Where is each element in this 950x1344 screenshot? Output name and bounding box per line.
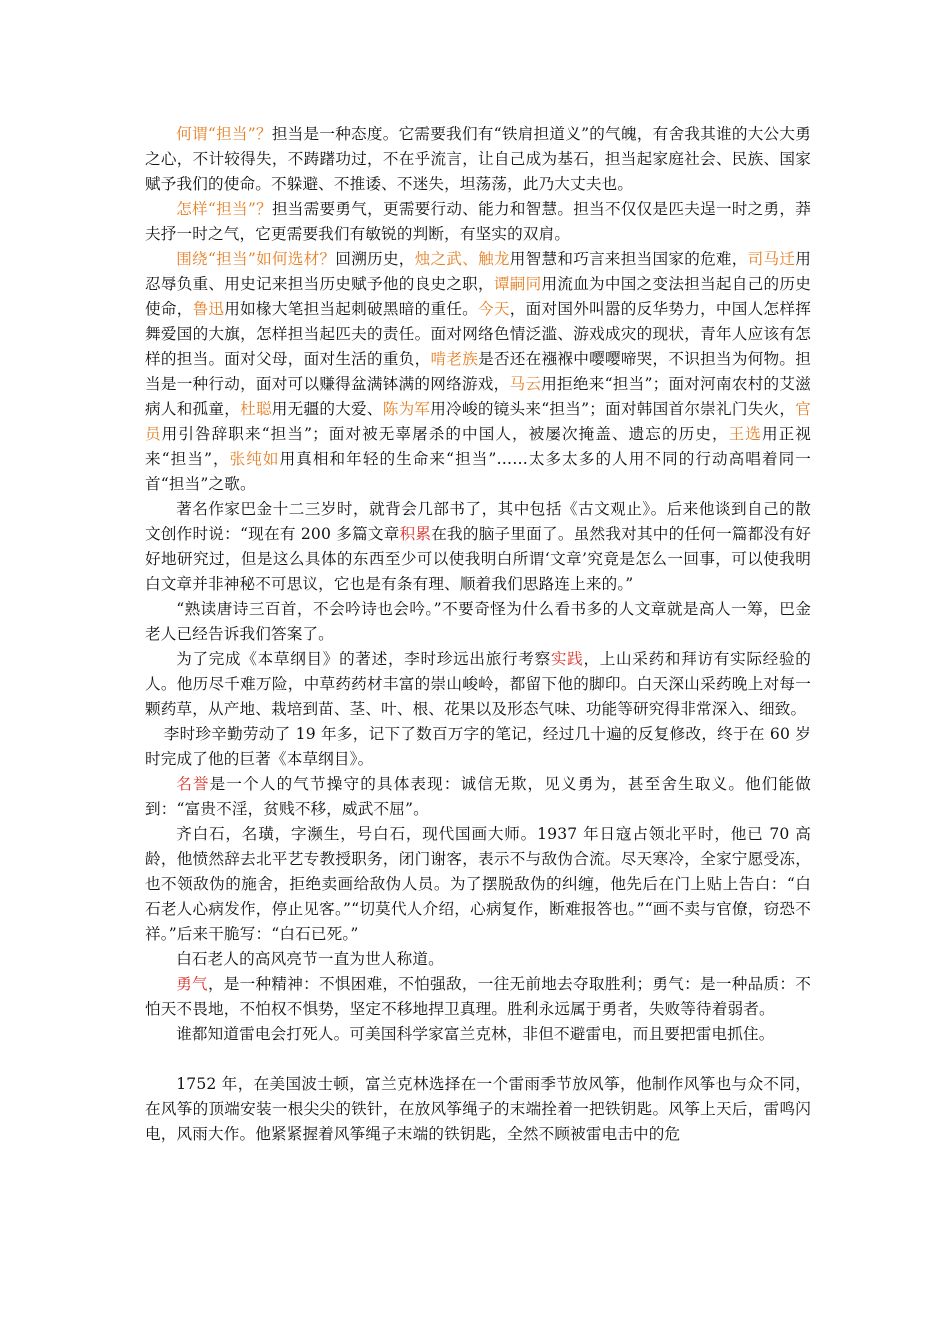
highlight-text: 怎样“担当”？ (176, 200, 272, 218)
highlight-text: 今天 (478, 300, 510, 318)
highlight-text: 烛之武、触龙 (414, 250, 510, 268)
body-text: 用忍辱负重、用史记来担当历史赋予他的良史之职， (145, 250, 811, 293)
body-text: 回溯历史， (335, 250, 415, 268)
body-text: 是否还在襁褓中嘤嘤啼哭，不识担当为何物。担当是一种行动，面对可以赚得盆满钵满的网络游戏， (145, 350, 812, 393)
body-text: 用智慧和巧言来担当国家的危难， (509, 250, 748, 268)
paragraph-material-selection (145, 247, 811, 497)
highlight-text: 何谓“担当”？ (176, 125, 272, 143)
paragraph-bajin (145, 497, 811, 597)
highlight-text: 马云 (509, 375, 542, 393)
body-text: 用流血为中国之变法担当起自己的历史使命， (145, 275, 811, 318)
paragraph-courage (145, 972, 811, 1022)
body-text: 用冷峻的镜头来“担当”；面对韩国首尔崇礼门失火， (430, 400, 796, 418)
highlight-text: 名誉 (176, 775, 210, 793)
paragraph-honor (145, 772, 811, 822)
paragraph-what-is-dandang (145, 122, 811, 197)
paragraph-franklin-intro (145, 1022, 811, 1047)
highlight-text: 积累 (399, 525, 432, 543)
body-text: 用无疆的大爱、 (271, 400, 383, 418)
body-text: 担当是一种态度。它需要我们有“铁肩担道义”的气魄，有舍我其谁的大公大勇之心，不计较得失，不踌躇功过，不在乎流言，让自己成为基石，担当起家庭社会、民族、国家赋予我们的使命。不躲避、不推诿、不迷失，坦荡荡，此乃大丈夫也。 (145, 125, 811, 193)
highlight-text: 杜聪 (240, 400, 272, 418)
body-text: 齐白石，名璜，字濒生，号白石，现代国画大师。1937 年日寇占领北平时，他已 70 高龄，他愤然辞去北平艺专教授职务，闭门谢客，表示不与敌伪合流。尽天寒冷，全家宁愿受冻，也不领敌伪的施舍，拒绝卖画给敌伪人员。为了摆脱敌伪的纠缠，他先后在门上贴上告白：“白石老人心病发作，停止见客。”“切莫代人介绍，心病复作，断难报答也。”“画不卖与官僚，窃恐不祥。”后来干脆写：“白石已死。” (145, 825, 811, 943)
paragraph-how-to-dandang (145, 197, 811, 247)
paragraph-li-shizhen (145, 647, 811, 722)
body-text: 用正视来“担当”， (145, 425, 812, 468)
body-text: ，上山采药和拜访有实际经验的人。他历尽千难万险，中草药药材丰富的崇山峻岭，都留下他的脚印。白天深山采药晚上对每一颗药草，从产地、栽培到苗、茎、叶、根、花果以及形态气味、功能等研究得非常深入、细致。 (145, 650, 811, 718)
paragraph-qi-baishi (145, 822, 811, 947)
body-text: “熟读唐诗三百首，不会吟诗也会吟。”不要奇怪为什么看书多的人文章就是高人一筹，巴金老人已经告诉我们答案了。 (145, 600, 811, 643)
body-text: ，面对国外叫嚣的反华势力，中国人怎样挥舞爱国的大旗，怎样担当起匹夫的责任。面对网络色情泛滥、游戏成灾的现状，青年人应该有怎样的担当。面对父母，面对生活的重负， (145, 300, 811, 368)
body-text: ，是一种精神：不惧困难，不怕强敌，一往无前地去夺取胜利；勇气：是一种品质：不怕天不畏地，不怕权不惧势，坚定不移地捍卫真理。胜利永远属于勇者，失败等待着弱者。 (145, 975, 811, 1018)
paragraph-tang-poems (145, 597, 811, 647)
body-text: 用如椽大笔担当起刺破黑暗的重任。 (224, 300, 479, 318)
body-text: 白石老人的高风亮节一直为世人称道。 (176, 950, 444, 968)
body-text: 著名作家巴金十二三岁时，就背会几部书了，其中包括《古文观止》。后来他谈到自己的散文创作时说：“现在有 200 多篇文章 (145, 500, 811, 543)
body-text: 1752 年，在美国波士顿，富兰克林选择在一个雷雨季节放风筝，他制作风筝也与众不同，在风筝的顶端安装一根尖尖的铁针，在放风筝绳子的末端拴着一把铁钥匙。风筝上天后，雷鸣闪电，风雨大作。他紧紧握着风筝绳子末端的铁钥匙，全然不顾被雷电击中的危 (145, 1075, 811, 1143)
highlight-text: 司马迁 (747, 250, 796, 268)
document-page (145, 122, 811, 1147)
body-text: 李时珍辛勤劳动了 19 年多，记下了数百万字的笔记，经过几十遍的反复修改，终于在 60 岁时完成了他的巨著《本草纲目》。 (145, 725, 811, 768)
paragraph-baishi-praise (145, 947, 811, 972)
body-text: 用真相和年轻的生命来“担当”……太多太多的人用不同的行动高唱着同一首“担当”之歌。 (145, 450, 811, 493)
highlight-text: 谭嗣同 (493, 275, 542, 293)
highlight-text: 勇气 (176, 975, 208, 993)
highlight-text: 张纯如 (229, 450, 280, 468)
highlight-text: 陈为军 (382, 400, 431, 418)
highlight-text: 王选 (728, 425, 762, 443)
body-text: 担当需要勇气，更需要行动、能力和智慧。担当不仅仅是匹夫逞一时之勇，莽夫抒一时之气，它更需要我们有敏锐的判断，有坚实的双肩。 (145, 200, 811, 243)
highlight-text: 鲁迅 (192, 300, 225, 318)
body-text: 是一个人的气节操守的具体表现：诚信无欺，见义勇为，甚至舍生取义。他们能做到：“富贵不淫，贫贱不移，威武不屈”。 (145, 775, 811, 818)
body-text: 为了完成《本草纲目》的著述，李时珍远出旅行考察 (176, 650, 551, 668)
body-text: 在我的脑子里面了。虽然我对其中的任何一篇都没有好好地研究过，但是这么具体的东西至少可以使我明白所谓‘文章’究竟是怎么一回事，可以使我明白文章并非神秘不可思议，它也是有条有理、顺着我们思路连上来的。” (145, 525, 811, 593)
body-text: 用拒绝来“担当”；面对河南农村的艾滋病人和孤童， (145, 375, 811, 418)
paragraph-franklin-1752 (145, 1072, 811, 1147)
body-text: 谁都知道雷电会打死人。可美国科学家富兰克林，非但不避雷电，而且要把雷电抓住。 (176, 1025, 775, 1043)
highlight-text: 实践 (550, 650, 584, 668)
highlight-text: 官员 (145, 400, 812, 443)
highlight-text: 啃老族 (430, 350, 479, 368)
highlight-text: 围绕“担当”如何选材？ (176, 250, 336, 268)
body-text: 用引咎辞职来“担当”；面对被无辜屠杀的中国人，被屡次掩盖、遗忘的历史， (161, 425, 729, 443)
paragraph-li-shizhen-19-years (145, 722, 811, 772)
